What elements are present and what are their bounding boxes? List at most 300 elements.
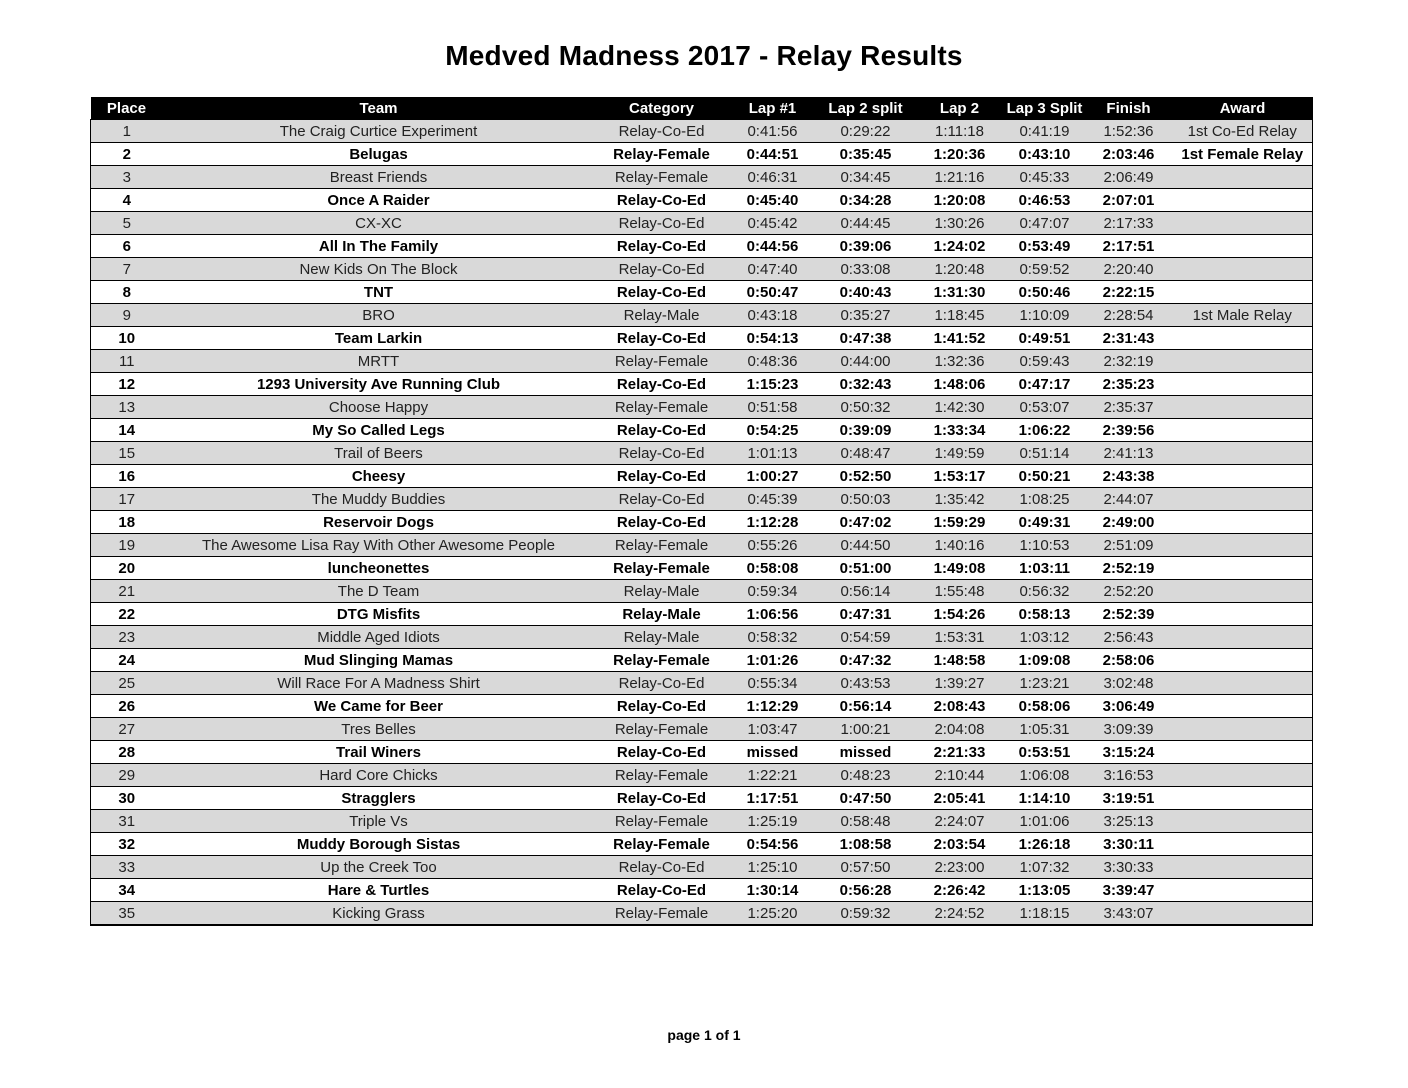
- award-cell: [1173, 557, 1313, 580]
- lap-2-split-cell: 0:33:08: [817, 258, 915, 281]
- lap-2-cell: 1:59:29: [915, 511, 1005, 534]
- lap-1-cell: 0:48:36: [729, 350, 817, 373]
- award-cell: [1173, 879, 1313, 902]
- award-cell: [1173, 419, 1313, 442]
- lap-3-split-cell: 1:08:25: [1005, 488, 1085, 511]
- table-row: [91, 304, 1313, 327]
- lap-2-cell: 1:42:30: [915, 396, 1005, 419]
- lap-2-cell: 1:53:17: [915, 465, 1005, 488]
- place-cell: 14: [91, 419, 163, 442]
- lap-2-cell: 1:55:48: [915, 580, 1005, 603]
- finish-cell: 2:35:23: [1085, 373, 1173, 396]
- place-cell: 27: [91, 718, 163, 741]
- finish-cell: 3:02:48: [1085, 672, 1173, 695]
- category-cell: Relay-Co-Ed: [595, 695, 729, 718]
- lap-2-split-cell: 0:39:09: [817, 419, 915, 442]
- place-cell: 31: [91, 810, 163, 833]
- finish-cell: 3:16:53: [1085, 764, 1173, 787]
- team-cell: CX-XC: [163, 212, 595, 235]
- category-cell: Relay-Co-Ed: [595, 787, 729, 810]
- lap-1-cell: 0:58:08: [729, 557, 817, 580]
- category-cell: Relay-Female: [595, 350, 729, 373]
- team-cell: Once A Raider: [163, 189, 595, 212]
- lap-3-split-cell: 1:06:22: [1005, 419, 1085, 442]
- place-cell: 23: [91, 626, 163, 649]
- award-cell: [1173, 258, 1313, 281]
- lap-3-split-cell: 0:53:49: [1005, 235, 1085, 258]
- finish-cell: 2:41:13: [1085, 442, 1173, 465]
- lap-2-split-cell: missed: [817, 741, 915, 764]
- finish-cell: 2:52:20: [1085, 580, 1173, 603]
- place-cell: 8: [91, 281, 163, 304]
- lap-2-cell: 1:20:08: [915, 189, 1005, 212]
- finish-cell: 3:39:47: [1085, 879, 1173, 902]
- lap-2-cell: 1:49:08: [915, 557, 1005, 580]
- lap-2-cell: 1:33:34: [915, 419, 1005, 442]
- place-cell: 32: [91, 833, 163, 856]
- lap-1-cell: 1:06:56: [729, 603, 817, 626]
- place-cell: 20: [91, 557, 163, 580]
- lap-2-cell: 2:26:42: [915, 879, 1005, 902]
- award-cell: [1173, 488, 1313, 511]
- team-cell: Trail Winers: [163, 741, 595, 764]
- column-header-award: Award: [1173, 97, 1313, 120]
- category-cell: Relay-Female: [595, 557, 729, 580]
- award-cell: [1173, 672, 1313, 695]
- lap-2-split-cell: 0:48:47: [817, 442, 915, 465]
- place-cell: 28: [91, 741, 163, 764]
- award-cell: [1173, 856, 1313, 879]
- team-cell: Tres Belles: [163, 718, 595, 741]
- lap-2-split-cell: 0:32:43: [817, 373, 915, 396]
- lap-1-cell: 1:25:19: [729, 810, 817, 833]
- results-body: [91, 120, 1313, 926]
- award-cell: [1173, 626, 1313, 649]
- category-cell: Relay-Co-Ed: [595, 373, 729, 396]
- table-row: [91, 695, 1313, 718]
- table-row: [91, 649, 1313, 672]
- award-cell: [1173, 741, 1313, 764]
- lap-1-cell: 0:44:51: [729, 143, 817, 166]
- table-row: [91, 672, 1313, 695]
- award-cell: [1173, 695, 1313, 718]
- place-cell: 12: [91, 373, 163, 396]
- table-row: [91, 603, 1313, 626]
- place-cell: 34: [91, 879, 163, 902]
- lap-3-split-cell: 1:01:06: [1005, 810, 1085, 833]
- finish-cell: 3:15:24: [1085, 741, 1173, 764]
- lap-2-split-cell: 0:56:14: [817, 695, 915, 718]
- table-row: [91, 120, 1313, 143]
- finish-cell: 1:52:36: [1085, 120, 1173, 143]
- lap-3-split-cell: 0:49:31: [1005, 511, 1085, 534]
- award-cell: [1173, 718, 1313, 741]
- lap-1-cell: 1:12:29: [729, 695, 817, 718]
- finish-cell: 2:28:54: [1085, 304, 1173, 327]
- category-cell: Relay-Female: [595, 396, 729, 419]
- column-header-team: Team: [163, 97, 595, 120]
- finish-cell: 2:39:56: [1085, 419, 1173, 442]
- lap-2-split-cell: 0:59:32: [817, 902, 915, 926]
- finish-cell: 3:09:39: [1085, 718, 1173, 741]
- place-cell: 30: [91, 787, 163, 810]
- team-cell: Up the Creek Too: [163, 856, 595, 879]
- lap-2-split-cell: 0:44:45: [817, 212, 915, 235]
- lap-1-cell: 0:41:56: [729, 120, 817, 143]
- award-cell: [1173, 235, 1313, 258]
- table-row: [91, 741, 1313, 764]
- lap-1-cell: 0:51:58: [729, 396, 817, 419]
- lap-3-split-cell: 0:58:13: [1005, 603, 1085, 626]
- table-row: [91, 258, 1313, 281]
- lap-2-cell: 2:23:00: [915, 856, 1005, 879]
- lap-2-split-cell: 0:35:27: [817, 304, 915, 327]
- lap-2-cell: 1:48:06: [915, 373, 1005, 396]
- lap-2-split-cell: 0:58:48: [817, 810, 915, 833]
- lap-1-cell: 1:00:27: [729, 465, 817, 488]
- lap-3-split-cell: 0:43:10: [1005, 143, 1085, 166]
- category-cell: Relay-Female: [595, 833, 729, 856]
- column-header-lap-1: Lap #1: [729, 97, 817, 120]
- table-row: [91, 856, 1313, 879]
- lap-2-split-cell: 0:50:32: [817, 396, 915, 419]
- team-cell: luncheonettes: [163, 557, 595, 580]
- lap-2-split-cell: 0:44:50: [817, 534, 915, 557]
- category-cell: Relay-Male: [595, 626, 729, 649]
- category-cell: Relay-Female: [595, 810, 729, 833]
- table-row: [91, 833, 1313, 856]
- team-cell: Choose Happy: [163, 396, 595, 419]
- place-cell: 9: [91, 304, 163, 327]
- lap-2-cell: 1:54:26: [915, 603, 1005, 626]
- lap-2-cell: 1:49:59: [915, 442, 1005, 465]
- place-cell: 6: [91, 235, 163, 258]
- category-cell: Relay-Male: [595, 304, 729, 327]
- lap-2-cell: 1:41:52: [915, 327, 1005, 350]
- team-cell: My So Called Legs: [163, 419, 595, 442]
- lap-2-cell: 1:30:26: [915, 212, 1005, 235]
- lap-2-split-cell: 0:43:53: [817, 672, 915, 695]
- lap-2-split-cell: 0:54:59: [817, 626, 915, 649]
- finish-cell: 2:22:15: [1085, 281, 1173, 304]
- lap-3-split-cell: 0:47:17: [1005, 373, 1085, 396]
- category-cell: Relay-Female: [595, 649, 729, 672]
- team-cell: 1293 University Ave Running Club: [163, 373, 595, 396]
- lap-3-split-cell: 0:46:53: [1005, 189, 1085, 212]
- award-cell: 1st Co-Ed Relay: [1173, 120, 1313, 143]
- table-row: [91, 281, 1313, 304]
- lap-3-split-cell: 1:09:08: [1005, 649, 1085, 672]
- lap-1-cell: 0:55:26: [729, 534, 817, 557]
- finish-cell: 2:20:40: [1085, 258, 1173, 281]
- award-cell: [1173, 212, 1313, 235]
- lap-1-cell: 0:50:47: [729, 281, 817, 304]
- lap-2-split-cell: 0:47:38: [817, 327, 915, 350]
- award-cell: [1173, 810, 1313, 833]
- lap-2-split-cell: 0:40:43: [817, 281, 915, 304]
- place-cell: 17: [91, 488, 163, 511]
- table-row: [91, 166, 1313, 189]
- lap-1-cell: 0:45:40: [729, 189, 817, 212]
- place-cell: 29: [91, 764, 163, 787]
- lap-1-cell: 1:30:14: [729, 879, 817, 902]
- table-row: [91, 419, 1313, 442]
- category-cell: Relay-Male: [595, 603, 729, 626]
- lap-2-split-cell: 0:47:31: [817, 603, 915, 626]
- place-cell: 15: [91, 442, 163, 465]
- finish-cell: 2:43:38: [1085, 465, 1173, 488]
- award-cell: [1173, 465, 1313, 488]
- column-header-lap-2-split: Lap 2 split: [817, 97, 915, 120]
- lap-2-cell: 2:24:07: [915, 810, 1005, 833]
- lap-3-split-cell: 1:18:15: [1005, 902, 1085, 926]
- team-cell: Belugas: [163, 143, 595, 166]
- lap-3-split-cell: 0:59:52: [1005, 258, 1085, 281]
- lap-2-cell: 1:32:36: [915, 350, 1005, 373]
- team-cell: Middle Aged Idiots: [163, 626, 595, 649]
- finish-cell: 3:43:07: [1085, 902, 1173, 926]
- place-cell: 7: [91, 258, 163, 281]
- category-cell: Relay-Co-Ed: [595, 189, 729, 212]
- place-cell: 33: [91, 856, 163, 879]
- place-cell: 16: [91, 465, 163, 488]
- finish-cell: 2:35:37: [1085, 396, 1173, 419]
- lap-2-split-cell: 1:08:58: [817, 833, 915, 856]
- team-cell: Hard Core Chicks: [163, 764, 595, 787]
- place-cell: 10: [91, 327, 163, 350]
- lap-2-cell: 1:21:16: [915, 166, 1005, 189]
- finish-cell: 3:30:11: [1085, 833, 1173, 856]
- lap-2-cell: 2:08:43: [915, 695, 1005, 718]
- column-header-place: Place: [91, 97, 163, 120]
- team-cell: The D Team: [163, 580, 595, 603]
- lap-1-cell: 1:25:20: [729, 902, 817, 926]
- lap-2-cell: 1:53:31: [915, 626, 1005, 649]
- lap-3-split-cell: 0:47:07: [1005, 212, 1085, 235]
- column-header-finish: Finish: [1085, 97, 1173, 120]
- category-cell: Relay-Co-Ed: [595, 856, 729, 879]
- lap-3-split-cell: 0:41:19: [1005, 120, 1085, 143]
- team-cell: TNT: [163, 281, 595, 304]
- place-cell: 35: [91, 902, 163, 926]
- lap-2-split-cell: 0:57:50: [817, 856, 915, 879]
- lap-2-split-cell: 0:50:03: [817, 488, 915, 511]
- award-cell: [1173, 603, 1313, 626]
- lap-3-split-cell: 1:13:05: [1005, 879, 1085, 902]
- award-cell: [1173, 350, 1313, 373]
- lap-1-cell: 1:22:21: [729, 764, 817, 787]
- place-cell: 2: [91, 143, 163, 166]
- lap-2-split-cell: 0:52:50: [817, 465, 915, 488]
- lap-2-cell: 2:04:08: [915, 718, 1005, 741]
- category-cell: Relay-Co-Ed: [595, 741, 729, 764]
- team-cell: Triple Vs: [163, 810, 595, 833]
- lap-1-cell: 0:43:18: [729, 304, 817, 327]
- table-row: [91, 143, 1313, 166]
- award-cell: 1st Male Relay: [1173, 304, 1313, 327]
- lap-2-split-cell: 0:29:22: [817, 120, 915, 143]
- finish-cell: 2:44:07: [1085, 488, 1173, 511]
- award-cell: [1173, 580, 1313, 603]
- lap-3-split-cell: 0:45:33: [1005, 166, 1085, 189]
- category-cell: Relay-Co-Ed: [595, 465, 729, 488]
- category-cell: Relay-Co-Ed: [595, 281, 729, 304]
- team-cell: Will Race For A Madness Shirt: [163, 672, 595, 695]
- table-row: [91, 718, 1313, 741]
- team-cell: Muddy Borough Sistas: [163, 833, 595, 856]
- lap-2-split-cell: 0:44:00: [817, 350, 915, 373]
- lap-2-cell: 2:24:52: [915, 902, 1005, 926]
- lap-2-cell: 1:18:45: [915, 304, 1005, 327]
- lap-1-cell: 0:44:56: [729, 235, 817, 258]
- team-cell: New Kids On The Block: [163, 258, 595, 281]
- finish-cell: 2:03:46: [1085, 143, 1173, 166]
- lap-1-cell: 0:54:25: [729, 419, 817, 442]
- team-cell: The Craig Curtice Experiment: [163, 120, 595, 143]
- table-row: [91, 879, 1313, 902]
- lap-3-split-cell: 0:50:46: [1005, 281, 1085, 304]
- lap-3-split-cell: 0:56:32: [1005, 580, 1085, 603]
- finish-cell: 2:58:06: [1085, 649, 1173, 672]
- lap-3-split-cell: 0:50:21: [1005, 465, 1085, 488]
- lap-2-cell: 1:48:58: [915, 649, 1005, 672]
- finish-cell: 2:52:19: [1085, 557, 1173, 580]
- award-cell: [1173, 442, 1313, 465]
- team-cell: Trail of Beers: [163, 442, 595, 465]
- category-cell: Relay-Female: [595, 166, 729, 189]
- lap-2-split-cell: 0:34:28: [817, 189, 915, 212]
- award-cell: [1173, 764, 1313, 787]
- table-row: [91, 787, 1313, 810]
- lap-1-cell: 0:46:31: [729, 166, 817, 189]
- category-cell: Relay-Female: [595, 534, 729, 557]
- lap-1-cell: missed: [729, 741, 817, 764]
- finish-cell: 2:32:19: [1085, 350, 1173, 373]
- finish-cell: 2:17:33: [1085, 212, 1173, 235]
- team-cell: MRTT: [163, 350, 595, 373]
- lap-3-split-cell: 0:59:43: [1005, 350, 1085, 373]
- place-cell: 3: [91, 166, 163, 189]
- table-row: [91, 557, 1313, 580]
- lap-2-split-cell: 0:34:45: [817, 166, 915, 189]
- team-cell: Reservoir Dogs: [163, 511, 595, 534]
- header-row: [91, 97, 1313, 120]
- lap-1-cell: 0:59:34: [729, 580, 817, 603]
- place-cell: 5: [91, 212, 163, 235]
- lap-2-split-cell: 1:00:21: [817, 718, 915, 741]
- column-header-category: Category: [595, 97, 729, 120]
- award-cell: [1173, 281, 1313, 304]
- award-cell: [1173, 396, 1313, 419]
- finish-cell: 3:30:33: [1085, 856, 1173, 879]
- lap-1-cell: 0:55:34: [729, 672, 817, 695]
- lap-1-cell: 1:12:28: [729, 511, 817, 534]
- place-cell: 24: [91, 649, 163, 672]
- table-row: [91, 488, 1313, 511]
- lap-1-cell: 0:45:42: [729, 212, 817, 235]
- finish-cell: 2:06:49: [1085, 166, 1173, 189]
- results-table: [90, 97, 1313, 926]
- award-cell: [1173, 649, 1313, 672]
- lap-1-cell: 1:15:23: [729, 373, 817, 396]
- team-cell: All In The Family: [163, 235, 595, 258]
- lap-2-cell: 1:35:42: [915, 488, 1005, 511]
- lap-2-cell: 2:21:33: [915, 741, 1005, 764]
- category-cell: Relay-Female: [595, 143, 729, 166]
- category-cell: Relay-Male: [595, 580, 729, 603]
- place-cell: 21: [91, 580, 163, 603]
- lap-2-split-cell: 0:35:45: [817, 143, 915, 166]
- award-cell: [1173, 189, 1313, 212]
- place-cell: 25: [91, 672, 163, 695]
- team-cell: Hare & Turtles: [163, 879, 595, 902]
- lap-2-split-cell: 0:48:23: [817, 764, 915, 787]
- category-cell: Relay-Female: [595, 718, 729, 741]
- team-cell: Mud Slinging Mamas: [163, 649, 595, 672]
- award-cell: [1173, 787, 1313, 810]
- finish-cell: 3:06:49: [1085, 695, 1173, 718]
- lap-2-cell: 2:05:41: [915, 787, 1005, 810]
- table-row: [91, 396, 1313, 419]
- lap-3-split-cell: 0:49:51: [1005, 327, 1085, 350]
- lap-2-cell: 1:39:27: [915, 672, 1005, 695]
- lap-2-split-cell: 0:39:06: [817, 235, 915, 258]
- lap-2-split-cell: 0:56:28: [817, 879, 915, 902]
- place-cell: 18: [91, 511, 163, 534]
- lap-1-cell: 0:47:40: [729, 258, 817, 281]
- award-cell: [1173, 373, 1313, 396]
- lap-2-split-cell: 0:47:50: [817, 787, 915, 810]
- table-row: [91, 902, 1313, 926]
- lap-3-split-cell: 1:03:11: [1005, 557, 1085, 580]
- column-header-lap-3-split: Lap 3 Split: [1005, 97, 1085, 120]
- column-header-lap-2: Lap 2: [915, 97, 1005, 120]
- category-cell: Relay-Co-Ed: [595, 879, 729, 902]
- lap-2-cell: 1:20:36: [915, 143, 1005, 166]
- lap-2-cell: 1:40:16: [915, 534, 1005, 557]
- category-cell: Relay-Co-Ed: [595, 235, 729, 258]
- lap-3-split-cell: 0:53:51: [1005, 741, 1085, 764]
- category-cell: Relay-Co-Ed: [595, 672, 729, 695]
- category-cell: Relay-Co-Ed: [595, 419, 729, 442]
- lap-3-split-cell: 1:10:09: [1005, 304, 1085, 327]
- lap-3-split-cell: 1:07:32: [1005, 856, 1085, 879]
- finish-cell: 3:25:13: [1085, 810, 1173, 833]
- lap-3-split-cell: 1:06:08: [1005, 764, 1085, 787]
- place-cell: 19: [91, 534, 163, 557]
- team-cell: Stragglers: [163, 787, 595, 810]
- team-cell: Kicking Grass: [163, 902, 595, 926]
- team-cell: DTG Misfits: [163, 603, 595, 626]
- category-cell: Relay-Co-Ed: [595, 511, 729, 534]
- lap-2-cell: 1:24:02: [915, 235, 1005, 258]
- place-cell: 1: [91, 120, 163, 143]
- category-cell: Relay-Female: [595, 764, 729, 787]
- table-row: [91, 327, 1313, 350]
- team-cell: BRO: [163, 304, 595, 327]
- table-row: [91, 212, 1313, 235]
- team-cell: We Came for Beer: [163, 695, 595, 718]
- lap-1-cell: 1:01:26: [729, 649, 817, 672]
- lap-3-split-cell: 1:03:12: [1005, 626, 1085, 649]
- lap-3-split-cell: 0:51:14: [1005, 442, 1085, 465]
- table-row: [91, 235, 1313, 258]
- table-row: [91, 810, 1313, 833]
- team-cell: The Awesome Lisa Ray With Other Awesome People: [163, 534, 595, 557]
- table-row: [91, 465, 1313, 488]
- lap-2-split-cell: 0:56:14: [817, 580, 915, 603]
- team-cell: Cheesy: [163, 465, 595, 488]
